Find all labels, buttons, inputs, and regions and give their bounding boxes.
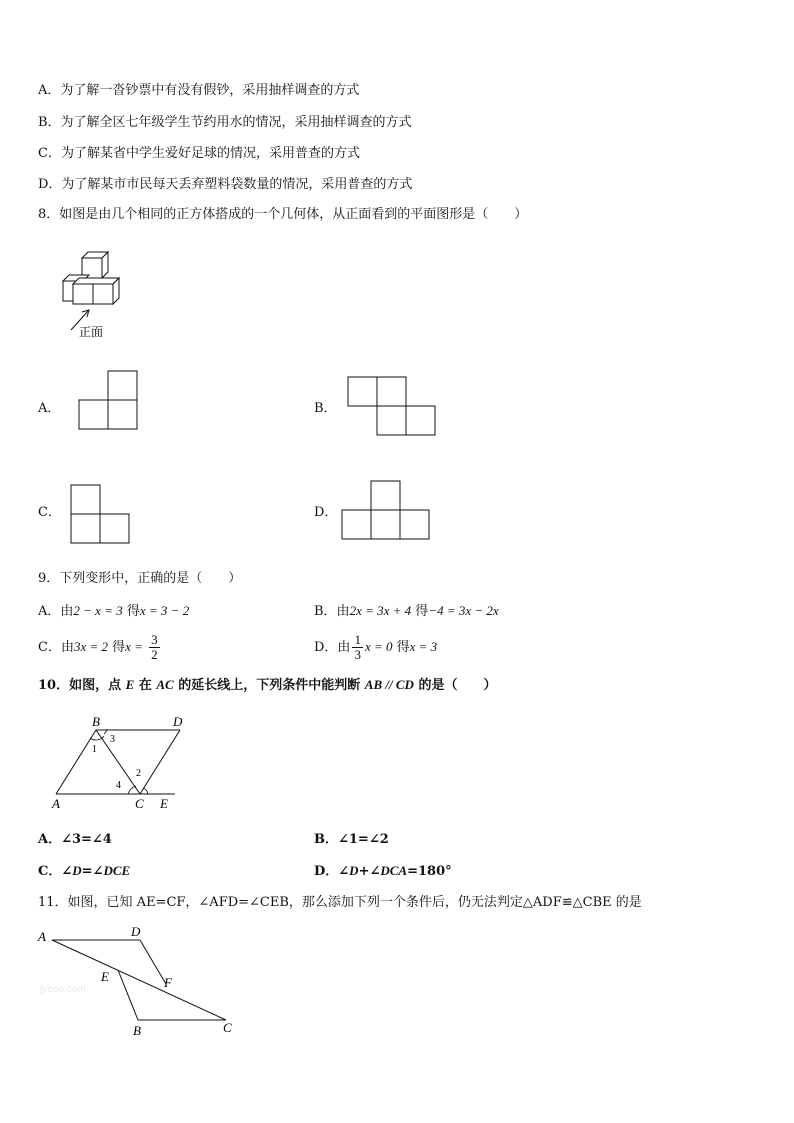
q10-d-math: D (349, 863, 359, 878)
q8-option-c-label: C． (38, 505, 61, 520)
q10-label-c: C (135, 796, 144, 811)
q9-option-d (314, 630, 437, 665)
q9-d-eq1: x = 0 (364, 639, 393, 654)
q10-stem (38, 676, 496, 695)
q8-option-c-figure (70, 484, 132, 546)
q10-angle-3: 3 (110, 734, 115, 745)
q9-a-mid: 得 (126, 604, 140, 619)
q9-b-eq2: −4 = 3x − 2x (428, 603, 499, 618)
q8-stem: 8．如图是由几个相同的正方体搭成的一个几何体，从正面看到的平面图形是（ ） (38, 207, 528, 222)
q9-d-eq2: x = 3 (409, 639, 438, 654)
q10-d-end: =180° (407, 864, 452, 879)
q8-option-a-label: A． (38, 401, 61, 416)
q10-ab-parallel-cd: AB // CD (364, 677, 414, 692)
q11-figure (36, 924, 246, 1039)
q10-c-math2: DCE (103, 863, 131, 878)
front-label: 正面 (79, 325, 104, 339)
q10-stem-d: 的是（ ） (418, 678, 497, 693)
q11-label-b: B (133, 1023, 141, 1038)
q11-label-e: E (101, 969, 109, 984)
q9-c-prefix: C．由 (38, 640, 74, 655)
q8-option-b-figure (347, 376, 439, 438)
q10-option-b: B．∠1=∠2 (314, 832, 389, 847)
q7-option-a: A．为了解一沓钞票中有没有假钞，采用抽样调查的方式 (38, 83, 360, 98)
q9-a-eq2: x = 3 − 2 (139, 603, 190, 618)
q10-stem-a: 10．如图，点 (38, 678, 122, 693)
q9-a-prefix: A．由 (38, 604, 74, 619)
q10-label-d: D (173, 714, 183, 729)
q9-d-fraction (352, 633, 363, 662)
q11-stem: 11．如图，已知 AE=CF，∠AFD=∠CEB，那么添加下列一个条件后，仍无法判定△ADF≌△CBE 的是 (38, 895, 642, 910)
q10-figure (48, 712, 188, 812)
q10-d-rest: +∠ (358, 864, 381, 879)
q10-angle-4: 4 (116, 780, 121, 791)
q9-option-a (38, 602, 189, 621)
q8-solid-figure (55, 250, 135, 340)
q10-angle-1: 1 (92, 744, 97, 755)
q10-label-b: B (92, 714, 100, 729)
q9-d-num: 1 (354, 632, 361, 647)
q9-b-mid: 得 (415, 604, 429, 619)
q11-label-f: F (164, 975, 172, 990)
q8-option-d-label: D． (314, 505, 338, 520)
q10-stem-c: 的延长线上，下列条件中能判断 (178, 678, 361, 693)
q7-option-c: C．为了解某省中学生爱好足球的情况，采用普查的方式 (38, 146, 360, 161)
q11-label-a: A (38, 929, 46, 944)
q10-label-a: A (52, 796, 60, 811)
q10-c-prefix: C．∠ (38, 864, 73, 879)
q10-point-e: E (125, 677, 135, 692)
q9-c-den: 2 (151, 647, 158, 662)
q9-b-eq1: 2x = 3x + 4 (349, 603, 412, 618)
q8-option-b-label: B． (314, 401, 337, 416)
q10-option-a: A．∠3=∠4 (38, 832, 112, 847)
q10-d-prefix: D．∠ (314, 864, 350, 879)
q10-label-e: E (160, 796, 168, 811)
watermark: jyeoo.com (40, 984, 86, 995)
q11-label-c: C (223, 1020, 232, 1035)
q10-option-d (314, 862, 452, 881)
q9-b-prefix: B．由 (314, 604, 350, 619)
q9-c-num: 3 (151, 632, 158, 647)
q9-c-lhs: x = (125, 639, 143, 654)
q9-c-fraction (149, 633, 160, 662)
q8-option-d-figure (341, 480, 433, 542)
q10-line-ac: AC (156, 677, 174, 692)
q9-option-c (38, 630, 162, 665)
q10-angle-2: 2 (136, 768, 141, 779)
q9-c-eq1: 3x = 2 (73, 639, 108, 654)
q9-d-prefix: D．由 (314, 640, 351, 655)
q9-d-den: 3 (354, 647, 361, 662)
q9-a-eq1: 2 − x = 3 (73, 603, 123, 618)
q8-option-a-figure (78, 370, 140, 432)
q7-option-b: B．为了解全区七年级学生节约用水的情况，采用抽样调查的方式 (38, 115, 412, 130)
q10-c-math: D (72, 863, 82, 878)
q9-d-mid: 得 (396, 640, 410, 655)
q11-label-d: D (131, 924, 141, 939)
q10-c-rest: =∠ (81, 864, 104, 879)
q10-d-math2: DCA (380, 863, 408, 878)
q9-stem: 9．下列变形中，正确的是（ ） (38, 571, 242, 586)
q7-option-d: D．为了解某市市民每天丢弃塑料袋数量的情况，采用普查的方式 (38, 177, 413, 192)
q10-option-c (38, 862, 130, 881)
q9-c-mid: 得 (112, 640, 126, 655)
q9-option-b (314, 602, 499, 621)
q10-stem-b: 在 (138, 678, 152, 693)
